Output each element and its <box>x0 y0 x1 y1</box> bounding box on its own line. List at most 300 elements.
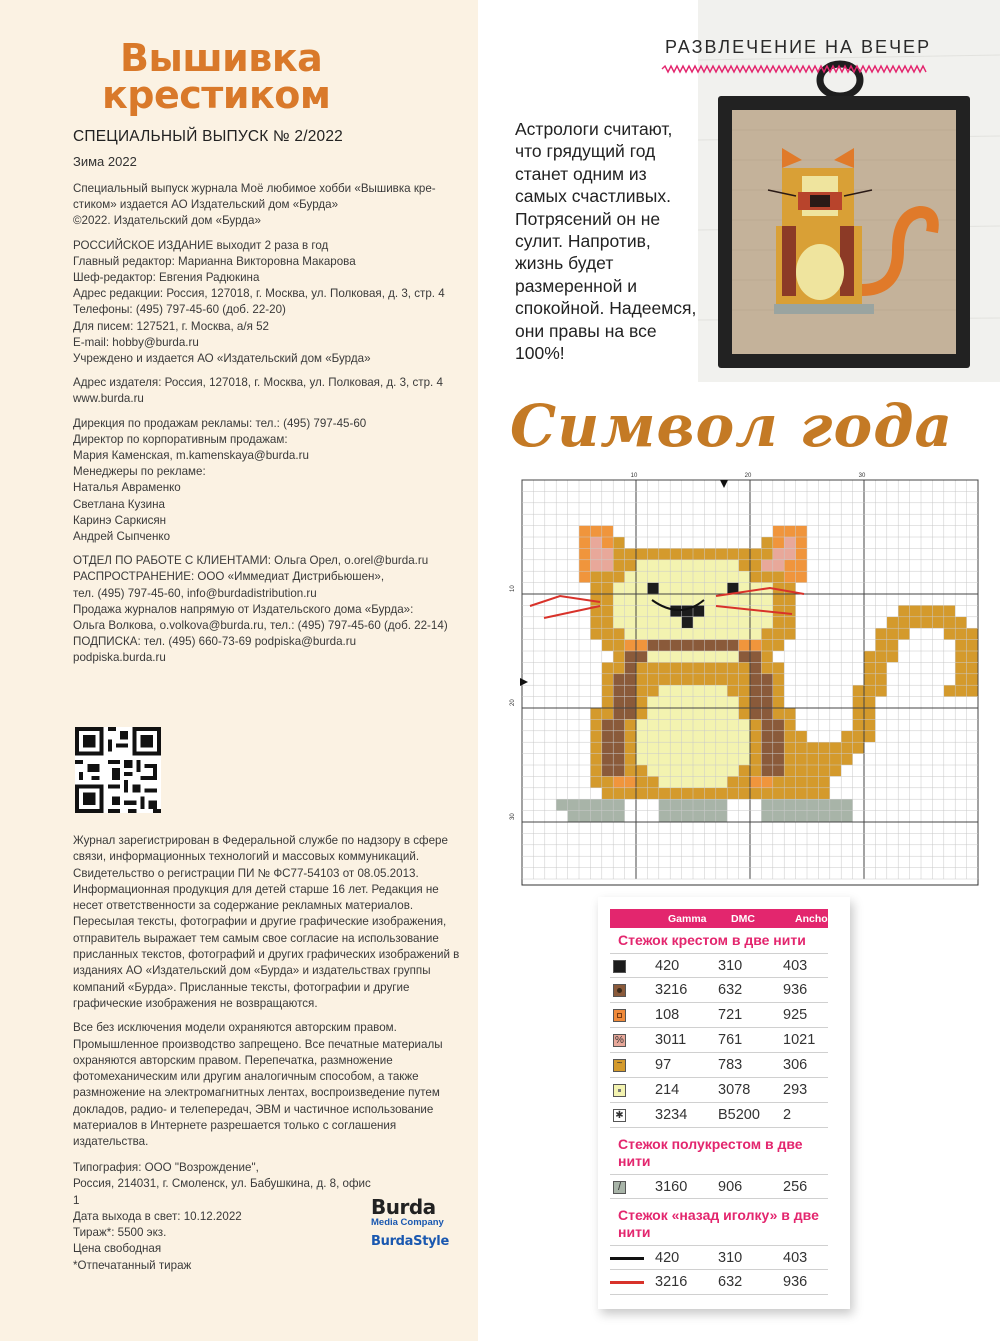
stitch-cell <box>807 788 818 799</box>
stitch-cell <box>590 571 601 582</box>
stitch-cell <box>590 731 601 742</box>
stitch-cell <box>602 811 613 822</box>
stitch-cell <box>739 742 750 753</box>
stitch-cell <box>636 754 647 765</box>
stitch-cell <box>739 685 750 696</box>
imprint-line: Специальный выпуск журнала Моё любимое хобби «Вышивка кре- <box>73 182 436 195</box>
stitch-cell <box>602 548 613 559</box>
stitch-cell <box>625 742 636 753</box>
stitch-cell <box>613 571 624 582</box>
stitch-cell <box>739 708 750 719</box>
stitch-cell <box>625 594 636 605</box>
stitch-cell <box>967 640 978 651</box>
stitch-cell <box>727 662 738 673</box>
stitch-cell <box>693 799 704 810</box>
stitch-cell <box>647 799 658 810</box>
issue-number: СПЕЦИАЛЬНЫЙ ВЫПУСК № 2/2022 <box>73 128 343 145</box>
stitch-cell <box>682 719 693 730</box>
print-line: Цена свободная <box>73 1242 162 1256</box>
stitch-cell <box>864 662 875 673</box>
stitch-cell <box>773 617 784 628</box>
stitch-cell <box>853 719 864 730</box>
stitch-cell <box>796 548 807 559</box>
stitch-cell <box>682 697 693 708</box>
stitch-cell <box>670 811 681 822</box>
stitch-cell <box>636 594 647 605</box>
stitch-cell <box>727 742 738 753</box>
stitch-cell <box>670 697 681 708</box>
stitch-cell <box>647 719 658 730</box>
stitch-cell <box>750 685 761 696</box>
key-row <box>610 1103 828 1128</box>
stitch-cell <box>682 674 693 685</box>
key-gamma-value: 420 <box>655 1250 680 1266</box>
stitch-cell <box>625 754 636 765</box>
key-gamma-value: 97 <box>655 1057 672 1073</box>
stitch-cell <box>647 605 658 616</box>
stitch-cell <box>682 776 693 787</box>
stitch-cell <box>636 605 647 616</box>
stitch-cell <box>955 685 966 696</box>
stitch-cell <box>636 548 647 559</box>
stitch-cell <box>613 583 624 594</box>
stitch-cell <box>739 571 750 582</box>
stitch-cell <box>761 697 772 708</box>
stitch-cell <box>773 640 784 651</box>
stitch-cell <box>659 617 670 628</box>
issue-season: Зима 2022 <box>73 154 137 169</box>
stitch-cell <box>807 754 818 765</box>
stitch-cell <box>739 628 750 639</box>
stitch-cell <box>693 788 704 799</box>
stitch-cell <box>625 776 636 787</box>
stitch-cell <box>704 605 715 616</box>
stitch-cell <box>636 685 647 696</box>
stitch-cell <box>579 811 590 822</box>
stitch-cell <box>613 731 624 742</box>
stitch-cell <box>625 583 636 594</box>
stitch-cell <box>647 662 658 673</box>
imprint-line: Директор по корпоративным продажам: <box>73 432 288 446</box>
key-gamma-value: 108 <box>655 1007 680 1023</box>
stitch-cell <box>750 811 761 822</box>
stitch-cell <box>967 662 978 673</box>
imprint-line: Светлана Кузина <box>73 497 165 511</box>
imprint-line: www.burda.ru <box>73 392 144 406</box>
stitch-cell <box>727 765 738 776</box>
stitch-cell <box>636 788 647 799</box>
stitch-cell <box>761 685 772 696</box>
imprint-line: Мария Каменская, m.kamenskaya@burda.ru <box>73 449 309 463</box>
stitch-cell <box>670 560 681 571</box>
stitch-cell <box>647 697 658 708</box>
stitch-cell <box>659 685 670 696</box>
stitch-cell <box>670 742 681 753</box>
key-dmc-value: B5200 <box>718 1107 760 1123</box>
key-row <box>610 1003 828 1028</box>
stitch-cell <box>602 640 613 651</box>
stitch-cell <box>704 594 715 605</box>
stitch-cell <box>670 776 681 787</box>
stitch-cell <box>659 674 670 685</box>
stitch-cell <box>761 594 772 605</box>
stitch-cell <box>716 799 727 810</box>
stitch-cell <box>602 583 613 594</box>
stitch-cell <box>796 560 807 571</box>
imprint-line: Ольга Волкова, o.volkova@burda.ru, тел.: (495) 797-45-60 (доб. 22-14) <box>73 619 448 633</box>
stitch-cell <box>602 662 613 673</box>
stitch-cell <box>625 674 636 685</box>
stitch-cell <box>568 799 579 810</box>
stitch-cell <box>739 697 750 708</box>
stitch-cell <box>636 708 647 719</box>
stitch-cell <box>784 788 795 799</box>
stitch-cell <box>761 571 772 582</box>
stitch-cell <box>761 640 772 651</box>
key-row <box>610 1078 828 1103</box>
stitch-cell <box>784 605 795 616</box>
stitch-cell <box>818 765 829 776</box>
stitch-cell <box>704 776 715 787</box>
imprint-line: РАСПРОСТРАНЕНИЕ: ООО «Иммедиат Дистрибьюшен», <box>73 570 385 584</box>
stitch-cell <box>693 685 704 696</box>
stitch-cell <box>625 788 636 799</box>
key-anchor-value: 403 <box>783 958 808 974</box>
stitch-cell <box>704 708 715 719</box>
stitch-cell <box>875 640 886 651</box>
stitch-cell <box>659 731 670 742</box>
key-row <box>610 1028 828 1053</box>
stitch-cell <box>750 754 761 765</box>
stitch-cell <box>602 571 613 582</box>
stitch-cell <box>727 560 738 571</box>
stitch-cell <box>739 754 750 765</box>
print-line: Россия, 214031, г. Смоленск, ул. Бабушкина, д. 8, офис 1 <box>73 1177 371 1207</box>
key-row <box>610 1053 828 1078</box>
stitch-cell <box>784 560 795 571</box>
stitch-cell <box>716 708 727 719</box>
stitch-cell <box>625 617 636 628</box>
stitch-cell <box>613 640 624 651</box>
stitch-cell <box>784 708 795 719</box>
stitch-cell <box>875 628 886 639</box>
stitch-cell <box>602 765 613 776</box>
key-header <box>610 909 832 928</box>
stitch-cell <box>682 583 693 594</box>
imprint-line: Шеф-редактор: Евгения Радюкина <box>73 271 260 285</box>
stitch-cell <box>807 765 818 776</box>
key-gamma-value: 3216 <box>655 1274 688 1290</box>
key-dmc-value: 721 <box>718 1007 743 1023</box>
stitch-cell <box>613 799 624 810</box>
stitch-cell <box>693 628 704 639</box>
stitch-cell <box>727 571 738 582</box>
stitch-cell <box>761 617 772 628</box>
stitch-cell <box>864 651 875 662</box>
stitch-cell <box>750 548 761 559</box>
stitch-cell <box>613 651 624 662</box>
stitch-cell <box>659 708 670 719</box>
stitch-cell <box>773 548 784 559</box>
stitch-cell <box>750 617 761 628</box>
stitch-cell <box>773 811 784 822</box>
stitch-cell <box>716 628 727 639</box>
stitch-cell <box>716 742 727 753</box>
stitch-cell <box>704 697 715 708</box>
imprint-line: Наталья Авраменко <box>73 481 181 495</box>
stitch-cell <box>750 571 761 582</box>
zigzag-divider <box>662 64 922 74</box>
stitch-cell <box>704 719 715 730</box>
stitch-cell <box>602 526 613 537</box>
stitch-cell <box>636 811 647 822</box>
stitch-cell <box>659 548 670 559</box>
key-dmc-value: 906 <box>718 1179 743 1195</box>
imprint-gap <box>73 230 468 238</box>
stitch-cell <box>704 651 715 662</box>
stitch-cell <box>682 594 693 605</box>
key-gamma-value: 214 <box>655 1082 680 1098</box>
magazine-title-line2: крестиком <box>102 73 331 117</box>
stitch-cell <box>602 731 613 742</box>
stitch-cell <box>670 731 681 742</box>
stitch-cell <box>967 628 978 639</box>
stitch-cell <box>807 742 818 753</box>
stitch-cell <box>875 651 886 662</box>
stitch-cell <box>773 674 784 685</box>
stitch-cell <box>636 560 647 571</box>
imprint-line: ПОДПИСКА: тел. (495) 660-73-69 podpiska@burda.ru <box>73 635 357 649</box>
stitch-cell <box>590 548 601 559</box>
stitch-cell <box>727 548 738 559</box>
stitch-cell <box>602 788 613 799</box>
stitch-cell <box>602 742 613 753</box>
stitch-cell <box>647 754 658 765</box>
key-anchor-value: 936 <box>783 1274 808 1290</box>
stitch-cell <box>613 811 624 822</box>
key-header-gamma: Gamma <box>668 912 707 925</box>
stitch-cell <box>670 571 681 582</box>
stitch-cell <box>636 742 647 753</box>
stitch-cell <box>864 731 875 742</box>
stitch-cell <box>704 662 715 673</box>
stitch-cell <box>773 731 784 742</box>
stitch-cell <box>625 799 636 810</box>
stitch-cell <box>704 811 715 822</box>
stitch-cell <box>670 674 681 685</box>
stitch-cell <box>716 788 727 799</box>
stitch-cell <box>659 776 670 787</box>
imprint-line: Продажа журналов напрямую от Издательского дома «Бурда»: <box>73 602 414 616</box>
chart-col-label-20: 20 <box>744 473 752 479</box>
print-line: Тираж*: 5500 экз. <box>73 1226 167 1240</box>
stitch-cell <box>670 719 681 730</box>
stitch-cell <box>670 594 681 605</box>
stitch-cell <box>784 811 795 822</box>
stitch-cell <box>761 811 772 822</box>
key-gamma-value: 420 <box>655 958 680 974</box>
stitch-cell <box>716 571 727 582</box>
stitch-cell <box>590 754 601 765</box>
stitch-cell <box>647 685 658 696</box>
stitch-cell <box>739 788 750 799</box>
imprint-line: Каринэ Саркисян <box>73 513 167 527</box>
stitch-cell <box>636 731 647 742</box>
stitch-cell <box>727 776 738 787</box>
stitch-cell <box>716 674 727 685</box>
stitch-cell <box>773 708 784 719</box>
stitch-cell <box>739 640 750 651</box>
stitch-cell <box>875 674 886 685</box>
stitch-cell <box>590 742 601 753</box>
headline: Символ года <box>510 392 954 460</box>
stitch-cell <box>647 560 658 571</box>
stitch-cell <box>636 799 647 810</box>
stitch-cell <box>716 583 727 594</box>
stitch-cell <box>636 719 647 730</box>
key-section-half: Стежок полукрестом в две нити <box>618 1136 803 1169</box>
stitch-cell <box>659 765 670 776</box>
stitch-cell <box>773 605 784 616</box>
stitch-cell <box>739 731 750 742</box>
stitch-cell <box>693 651 704 662</box>
stitch-cell <box>682 685 693 696</box>
stitch-cell <box>818 776 829 787</box>
stitch-cell <box>613 719 624 730</box>
stitch-cell <box>636 628 647 639</box>
stitch-cell <box>727 594 738 605</box>
stitch-cell <box>659 628 670 639</box>
stitch-cell <box>636 571 647 582</box>
stitch-cell <box>932 605 943 616</box>
stitch-cell <box>841 731 852 742</box>
stitch-cell <box>682 799 693 810</box>
pink-diagonal-square-icon: % <box>613 1034 626 1047</box>
stitch-cell <box>864 719 875 730</box>
stitch-cell <box>750 560 761 571</box>
stitch-cell <box>693 674 704 685</box>
stitch-cell <box>761 662 772 673</box>
stitch-cell <box>739 594 750 605</box>
stitch-cell <box>750 765 761 776</box>
stitch-cell <box>693 617 704 628</box>
stitch-cell <box>773 560 784 571</box>
key-section-back: Стежок «назад иголку» в две нити <box>618 1207 819 1240</box>
stitch-cell <box>750 662 761 673</box>
stitch-cell <box>727 754 738 765</box>
stitch-cell <box>625 548 636 559</box>
stitch-cell <box>613 548 624 559</box>
stitch-cell <box>602 754 613 765</box>
stitch-cell <box>716 662 727 673</box>
stitch-cell <box>613 742 624 753</box>
key-gamma-value: 3160 <box>655 1179 688 1195</box>
stitch-cell <box>716 765 727 776</box>
stitch-cell <box>864 674 875 685</box>
stitch-cell <box>636 776 647 787</box>
key-gamma-value: 3011 <box>655 1032 687 1048</box>
stitch-cell <box>967 674 978 685</box>
imprint-gap <box>73 367 468 375</box>
imprint-line: Для писем: 127521, г. Москва, а/я 52 <box>73 319 270 333</box>
stitch-cell <box>659 811 670 822</box>
stitch-cell <box>864 685 875 696</box>
stitch-cell <box>625 765 636 776</box>
imprint-line: тел. (495) 797-45-60, info@burdadistribution.ru <box>73 586 317 600</box>
grey-slash-square-icon: / <box>613 1181 626 1194</box>
stitch-cell <box>716 697 727 708</box>
stitch-cell <box>739 776 750 787</box>
stitch-cell <box>613 697 624 708</box>
stitch-cell <box>727 719 738 730</box>
stitch-cell <box>693 765 704 776</box>
chart-row-label-10: 10 <box>510 585 516 592</box>
stitch-cell <box>659 583 670 594</box>
stitch-cell <box>625 651 636 662</box>
stitch-cell <box>590 776 601 787</box>
stitch-cell <box>693 742 704 753</box>
stitch-cell <box>910 617 921 628</box>
stitch-cell <box>761 719 772 730</box>
key-gamma-value: 3216 <box>655 982 688 998</box>
stitch-cell <box>590 708 601 719</box>
imprint-line: ОТДЕЛ ПО РАБОТЕ С КЛИЕНТАМИ: Ольга Орел, o.orel@burda.ru <box>73 554 429 568</box>
stitch-cell <box>659 651 670 662</box>
stitch-cell <box>682 708 693 719</box>
stitch-cell <box>704 685 715 696</box>
stitch-cell <box>704 548 715 559</box>
stitch-cell <box>727 811 738 822</box>
stitch-cell <box>602 685 613 696</box>
stitch-cell <box>761 776 772 787</box>
stitch-cell <box>602 697 613 708</box>
stitch-cell <box>625 640 636 651</box>
stitch-cell <box>727 651 738 662</box>
stitch-cell <box>647 571 658 582</box>
stitch-cell <box>716 548 727 559</box>
stitch-cell <box>750 788 761 799</box>
stitch-cell <box>647 708 658 719</box>
stitch-cell <box>625 731 636 742</box>
stitch-cell <box>613 754 624 765</box>
stitch-cell <box>750 628 761 639</box>
stitch-cell <box>967 685 978 696</box>
key-dmc-value: 761 <box>718 1032 743 1048</box>
key-anchor-value: 293 <box>783 1082 808 1098</box>
stitch-cell <box>579 560 590 571</box>
stitch-cell <box>727 640 738 651</box>
stitch-cell <box>693 662 704 673</box>
stitch-cell <box>739 799 750 810</box>
stitch-cell <box>761 788 772 799</box>
stitch-cell <box>761 560 772 571</box>
stitch-cell <box>670 754 681 765</box>
stitch-cell <box>739 617 750 628</box>
stitch-cell <box>773 754 784 765</box>
stitch-cell <box>796 799 807 810</box>
stitch-cell <box>602 719 613 730</box>
stitch-cell <box>670 640 681 651</box>
light-yellow-square-icon <box>613 1084 626 1097</box>
stitch-cell <box>818 799 829 810</box>
stitch-cell <box>773 571 784 582</box>
stitch-cell <box>590 719 601 730</box>
stitch-cell <box>682 548 693 559</box>
stitch-cell <box>955 617 966 628</box>
stitch-cell <box>625 662 636 673</box>
stitch-cell <box>625 719 636 730</box>
stitch-cell <box>670 799 681 810</box>
